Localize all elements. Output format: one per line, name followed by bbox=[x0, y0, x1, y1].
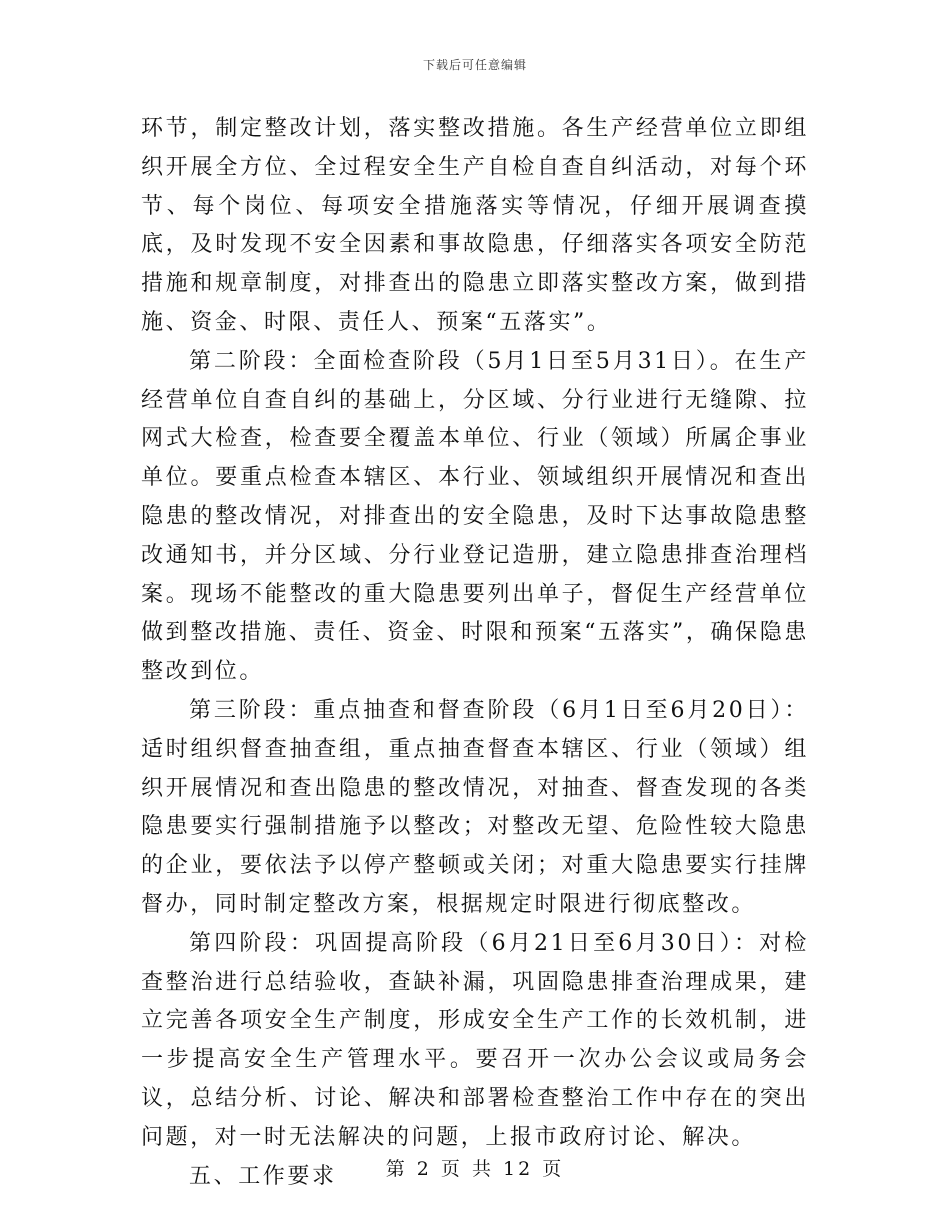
paragraph-stage-two: 第二阶段：全面检查阶段（5月1日至5月31日）。在生产经营单位自查自纠的基础上，分区域、分行业进行无缝隙、拉网式大检查，检查要全覆盖本单位、行业（领域）所属企事业单位。要重点检查本辖区、本行业、领域组织开展情况和查出隐患的整改情况，对排查出的安全隐患，及时下达事故隐患整改通知书，并分区域、分行业登记造册，建立隐患排查治理档案。现场不能整改的重大隐患要列出单子，督促生产经营单位做到整改措施、责任、资金、时限和预案“五落实”，确保隐患整改到位。 bbox=[141, 348, 809, 685]
paragraph-stage-three: 第三阶段：重点抽查和督查阶段（6月1日至6月20日）：适时组织督查抽查组，重点抽查督查本辖区、行业（领域）组织开展情况和查出隐患的整改情况，对抽查、督查发现的各类隐患要实行强制措施予以整改；对整改无望、危险性较大隐患的企业，要依法予以停产整顿或关闭；对重大隐患要实行挂牌督办，同时制定整改方案，根据规定时限进行彻底整改。 bbox=[141, 697, 809, 917]
header-note: 下载后可任意编辑 bbox=[422, 58, 527, 72]
paragraph-stage-four: 第四阶段：巩固提高阶段（6月21日至6月30日）：对检查整治进行总结验收，查缺补漏，巩固隐患排查治理成果，建立完善各项安全生产制度，形成安全生产工作的长效机制，进一步提高安全生产管理水平。要召开一次办公会议或局务会议，总结分析、讨论、解决和部署检查整治工作中存在的突出问题，对一时无法解决的问题，上报市政府讨论、解决。 bbox=[141, 930, 809, 1150]
paragraph-continuation: 环节，制定整改计划，落实整改措施。各生产经营单位立即组织开展全方位、全过程安全生产自检自查自纠活动，对每个环节、每个岗位、每项安全措施落实等情况，仔细开展调查摸底，及时发现不安全因素和事故隐患，仔细落实各项安全防范措施和规章制度，对排查出的隐患立即落实整改方案，做到措施、资金、时限、责任人、预案“五落实”。 bbox=[141, 116, 809, 335]
document-body bbox=[141, 110, 809, 1196]
page-number-footer: 第 2 页 共 12 页 bbox=[385, 1158, 565, 1180]
section-heading-work-requirements: 五、工作要求 bbox=[189, 1163, 337, 1189]
